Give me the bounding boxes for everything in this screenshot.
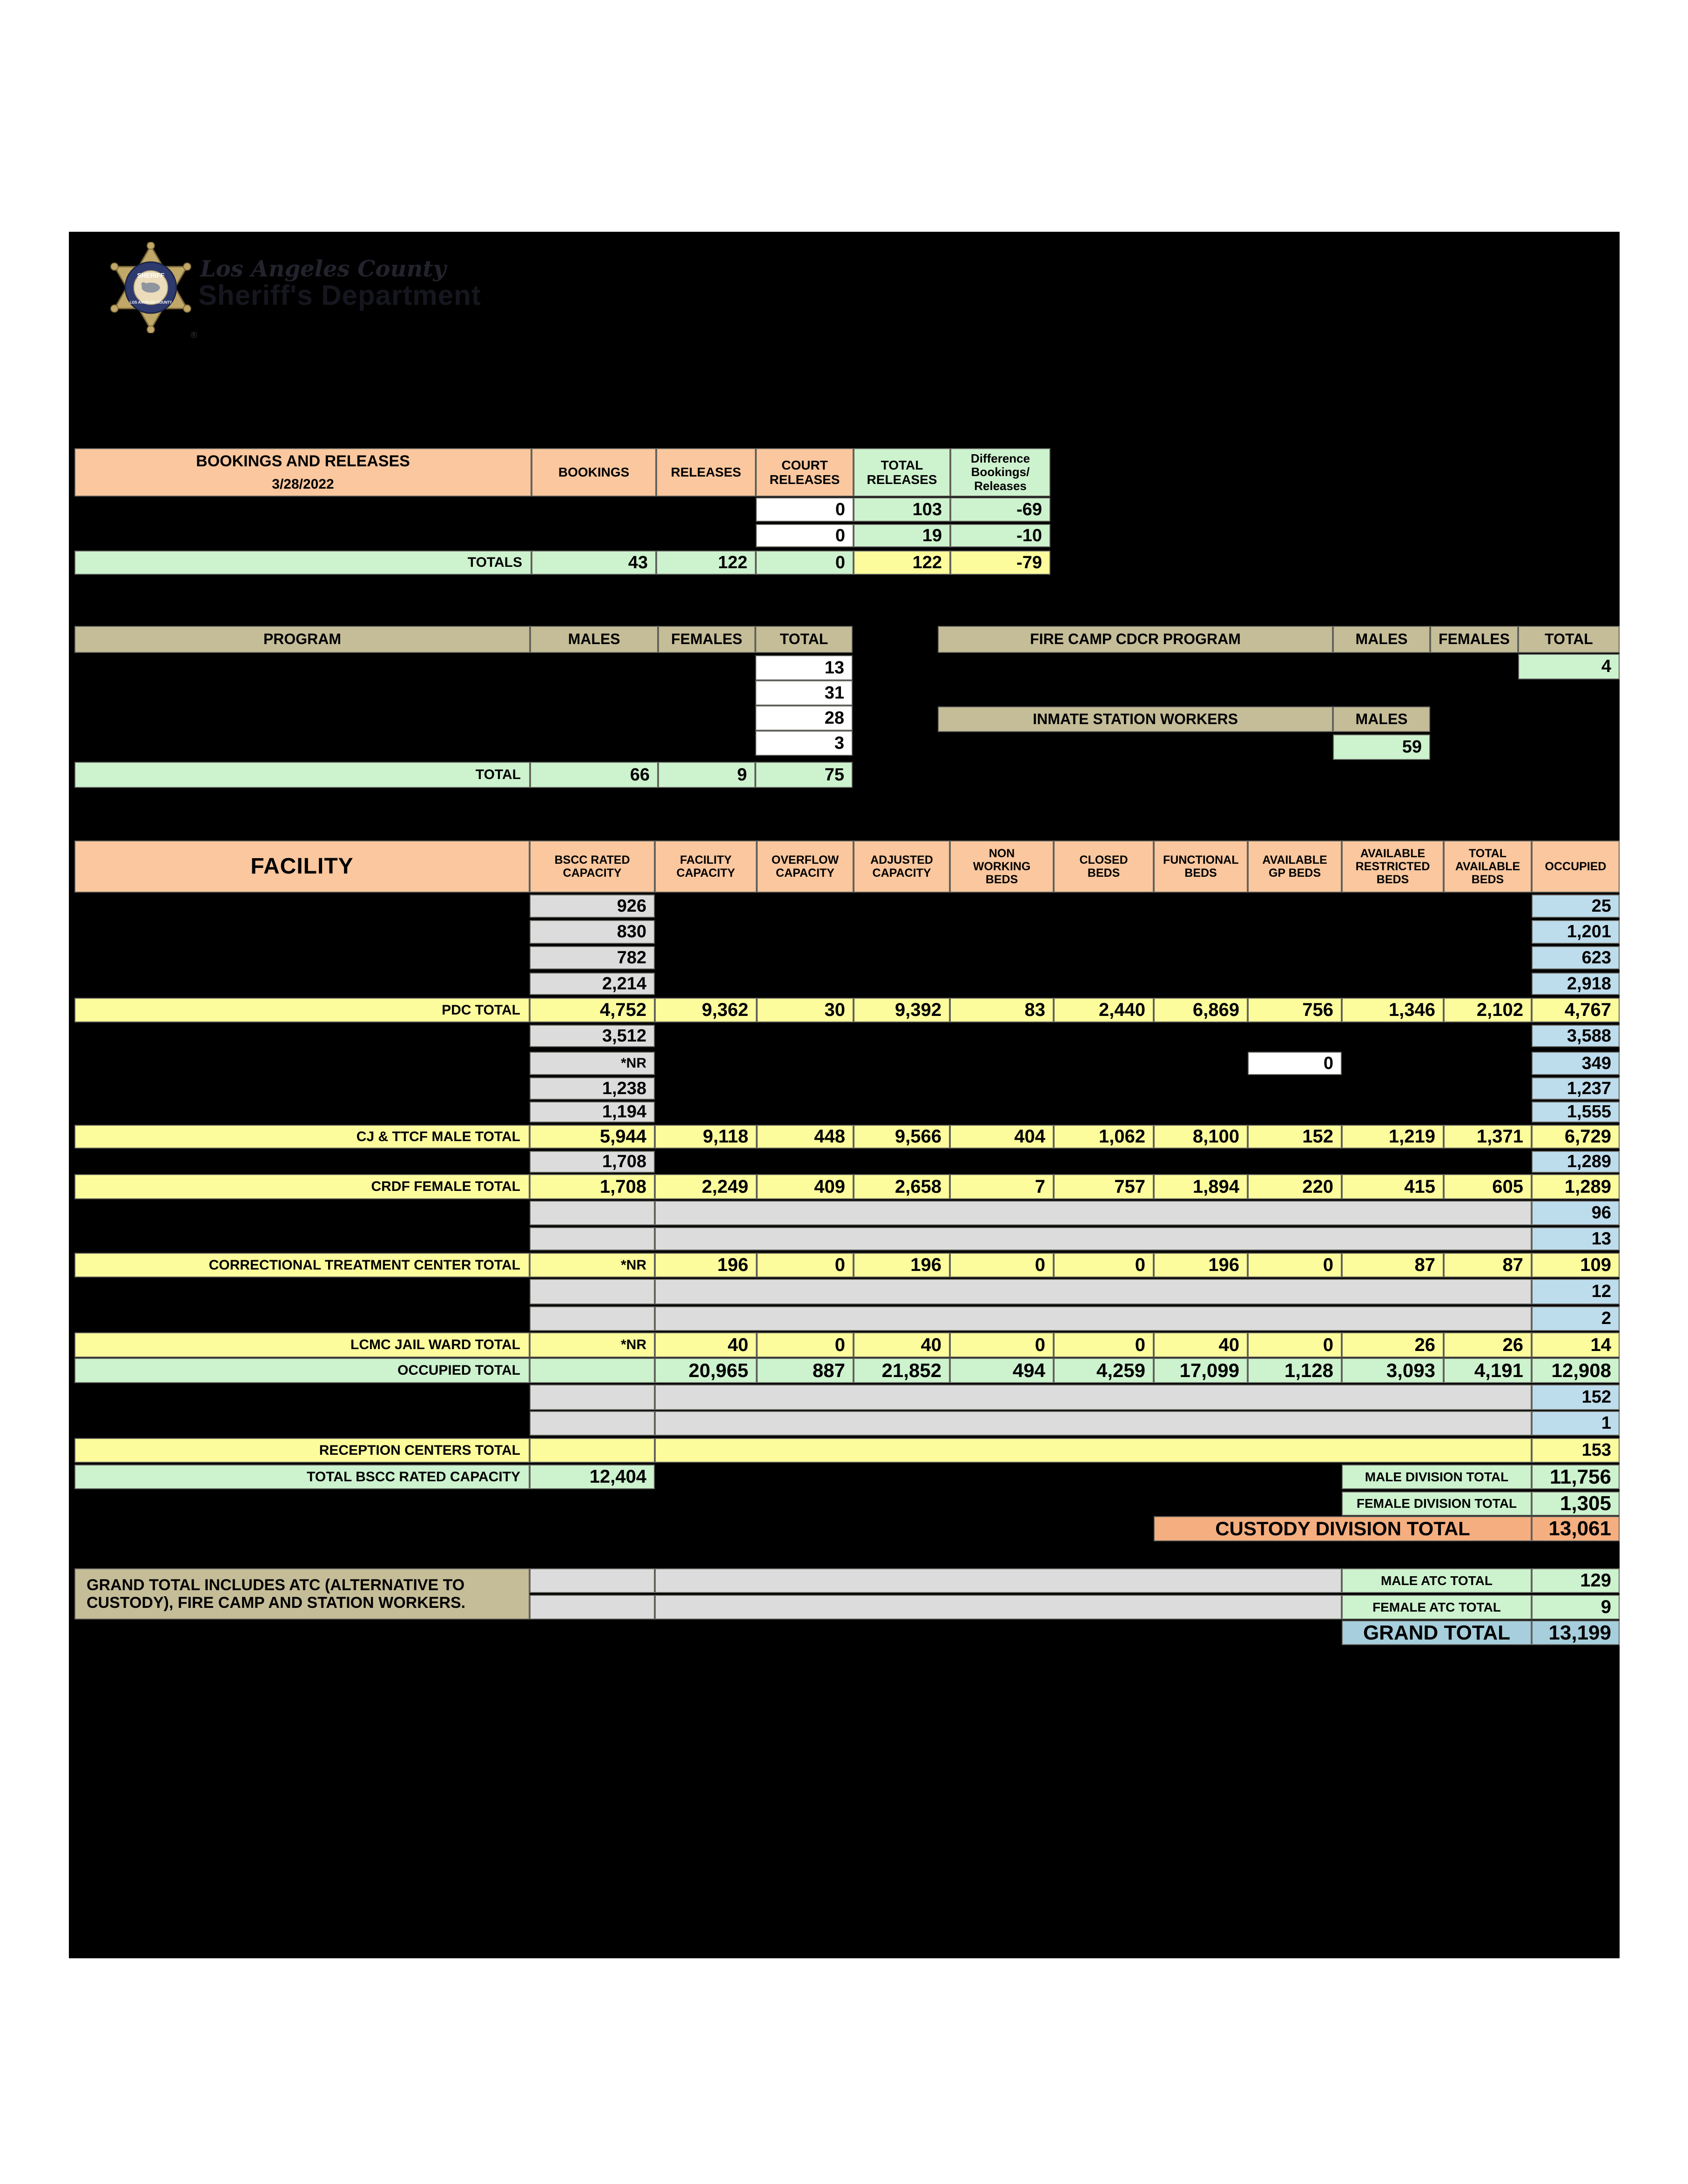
total-value: 9,362 bbox=[655, 998, 757, 1022]
occupied-value: 25 bbox=[1532, 894, 1620, 918]
female-division-value: 1,305 bbox=[1532, 1492, 1620, 1516]
grand-total-label: GRAND TOTAL bbox=[1342, 1620, 1532, 1645]
occupied-value: 3,588 bbox=[1532, 1025, 1620, 1047]
total-value: 1,219 bbox=[1342, 1125, 1444, 1149]
total-value: 6,869 bbox=[1154, 998, 1248, 1022]
program-total-label: TOTAL bbox=[74, 762, 530, 788]
facility-col-header: BSCC RATED CAPACITY bbox=[530, 840, 655, 893]
total-value: 2,440 bbox=[1054, 998, 1154, 1022]
total-value: 5,944 bbox=[530, 1125, 655, 1149]
total-value: 30 bbox=[757, 998, 854, 1022]
custody-division-value: 13,061 bbox=[1532, 1516, 1620, 1541]
available-gp-value: 0 bbox=[1248, 1052, 1342, 1075]
total-value: 0 bbox=[950, 1253, 1054, 1277]
report-page bbox=[69, 232, 1620, 1958]
gray-band bbox=[655, 1411, 1532, 1436]
occupied-total-value: 17,099 bbox=[1154, 1358, 1248, 1383]
occupied-total-value: 4,259 bbox=[1054, 1358, 1154, 1383]
court-releases-value: 0 bbox=[756, 524, 854, 547]
occupied-value: 2,918 bbox=[1532, 973, 1620, 995]
occupied-value: 12 bbox=[1532, 1279, 1620, 1304]
total-value: 40 bbox=[1154, 1332, 1248, 1357]
bscc-capacity-empty bbox=[530, 1384, 655, 1410]
occupied-total-value: 4,191 bbox=[1444, 1358, 1532, 1383]
bscc-capacity: 782 bbox=[530, 946, 655, 969]
program-total-females: 9 bbox=[658, 762, 755, 788]
total-releases-value: 19 bbox=[854, 524, 950, 547]
facility-total-label: CRDF FEMALE TOTAL bbox=[74, 1174, 530, 1199]
totals-bookings: 43 bbox=[531, 551, 656, 575]
facility-total-label: PDC TOTAL bbox=[74, 998, 530, 1022]
facility-col-header: FUNCTIONAL BEDS bbox=[1154, 840, 1248, 893]
occupied-value: 96 bbox=[1532, 1201, 1620, 1225]
total-value: 8,100 bbox=[1154, 1125, 1248, 1149]
facility-col-header: AVAILABLE RESTRICTED BEDS bbox=[1342, 840, 1444, 893]
total-value: 409 bbox=[757, 1174, 854, 1199]
station-workers-males: 59 bbox=[1333, 734, 1430, 760]
total-value: 0 bbox=[1248, 1332, 1342, 1357]
total-releases-value: 103 bbox=[854, 497, 950, 522]
facility-total-label: CJ & TTCF MALE TOTAL bbox=[74, 1125, 530, 1149]
total-value: 196 bbox=[1154, 1253, 1248, 1277]
bookings-title: BOOKINGS AND RELEASES bbox=[196, 452, 410, 470]
totals-difference: -79 bbox=[950, 551, 1050, 575]
program-total-males: 66 bbox=[530, 762, 658, 788]
total-value: 83 bbox=[950, 998, 1054, 1022]
total-value: 0 bbox=[1054, 1253, 1154, 1277]
bscc-capacity: *NR bbox=[530, 1052, 655, 1075]
col-total-releases: TOTAL RELEASES bbox=[854, 448, 950, 497]
program-title: PROGRAM bbox=[74, 626, 530, 653]
grand-total-note bbox=[74, 1568, 530, 1620]
bscc-total-label: TOTAL BSCC RATED CAPACITY bbox=[74, 1465, 530, 1489]
program-row-total: 31 bbox=[755, 680, 853, 706]
firecamp-col-males: MALES bbox=[1333, 626, 1430, 653]
male-atc-value: 129 bbox=[1532, 1568, 1620, 1593]
totals-court: 0 bbox=[756, 551, 854, 575]
occupied-total-value: 20,965 bbox=[655, 1358, 757, 1383]
male-division-value: 11,756 bbox=[1532, 1465, 1620, 1489]
total-value: 196 bbox=[854, 1253, 950, 1277]
grand-total-note-line1: GRAND TOTAL INCLUDES ATC (ALTERNATIVE TO bbox=[87, 1576, 465, 1594]
grand-total-note-line2: CUSTODY), FIRE CAMP AND STATION WORKERS. bbox=[87, 1594, 466, 1612]
occupied-value: 1 bbox=[1532, 1411, 1620, 1436]
total-value: 0 bbox=[950, 1332, 1054, 1357]
total-value: 2,249 bbox=[655, 1174, 757, 1199]
program-row-total: 28 bbox=[755, 706, 853, 731]
occupied-value: 2 bbox=[1532, 1306, 1620, 1331]
facility-col-header: FACILITY CAPACITY bbox=[655, 840, 757, 893]
gray-band bbox=[655, 1279, 1532, 1304]
totals-total-releases: 122 bbox=[854, 551, 950, 575]
male-atc-label: MALE ATC TOTAL bbox=[1342, 1568, 1532, 1593]
total-value: 404 bbox=[950, 1125, 1054, 1149]
total-value: 448 bbox=[757, 1125, 854, 1149]
bookings-date: 3/28/2022 bbox=[272, 477, 334, 492]
total-value: *NR bbox=[530, 1332, 655, 1357]
bscc-capacity-empty bbox=[530, 1201, 655, 1225]
custody-division-label: CUSTODY DIVISION TOTAL bbox=[1154, 1516, 1532, 1541]
total-value: 14 bbox=[1532, 1332, 1620, 1357]
program-col-females: FEMALES bbox=[658, 626, 755, 653]
totals-releases: 122 bbox=[656, 551, 756, 575]
total-value: 756 bbox=[1248, 998, 1342, 1022]
program-col-total: TOTAL bbox=[755, 626, 853, 653]
bscc-capacity: 1,194 bbox=[530, 1102, 655, 1122]
yellow-band bbox=[655, 1438, 1532, 1463]
total-value: 152 bbox=[1248, 1125, 1342, 1149]
female-division-label: FEMALE DIVISION TOTAL bbox=[1342, 1492, 1532, 1516]
occupied-total-value: 887 bbox=[757, 1358, 854, 1383]
occupied-value: 152 bbox=[1532, 1384, 1620, 1410]
total-value: 87 bbox=[1444, 1253, 1532, 1277]
badge-bottom-text: LOS ANGELES COUNTY bbox=[129, 300, 172, 305]
total-value: *NR bbox=[530, 1253, 655, 1277]
bscc-capacity-empty bbox=[530, 1279, 655, 1304]
lasd-badge-icon bbox=[105, 242, 196, 333]
total-value: 220 bbox=[1248, 1174, 1342, 1199]
total-value: 196 bbox=[655, 1253, 757, 1277]
department-title: Sheriff's Department bbox=[198, 280, 481, 311]
program-total-total: 75 bbox=[755, 762, 853, 788]
occupied-value: 1,237 bbox=[1532, 1077, 1620, 1100]
occupied-value: 13 bbox=[1532, 1227, 1620, 1250]
firecamp-total: 4 bbox=[1518, 654, 1620, 679]
station-workers-col-males: MALES bbox=[1333, 706, 1430, 732]
total-value: 2,102 bbox=[1444, 998, 1532, 1022]
total-value: 40 bbox=[655, 1332, 757, 1357]
occupied-value: 1,201 bbox=[1532, 920, 1620, 944]
total-value: 0 bbox=[757, 1253, 854, 1277]
occupied-value: 349 bbox=[1532, 1052, 1620, 1075]
total-value: 0 bbox=[1054, 1332, 1154, 1357]
bscc-capacity-empty bbox=[530, 1227, 655, 1250]
occupied-total-value: 494 bbox=[950, 1358, 1054, 1383]
total-value: 0 bbox=[757, 1332, 854, 1357]
gray-band bbox=[655, 1201, 1532, 1225]
bscc-capacity: 926 bbox=[530, 894, 655, 918]
reception-empty bbox=[530, 1438, 655, 1463]
bscc-capacity-empty bbox=[530, 1568, 655, 1593]
gray-band bbox=[655, 1568, 1342, 1593]
program-row-total: 3 bbox=[755, 731, 853, 756]
program-row-total: 13 bbox=[755, 655, 853, 680]
bscc-capacity: 3,512 bbox=[530, 1025, 655, 1047]
facility-col-header: CLOSED BEDS bbox=[1054, 840, 1154, 893]
facility-col-header: TOTAL AVAILABLE BEDS bbox=[1444, 840, 1532, 893]
bscc-capacity: 1,708 bbox=[530, 1151, 655, 1173]
firecamp-col-total: TOTAL bbox=[1518, 626, 1620, 653]
gray-band bbox=[655, 1384, 1532, 1410]
occupied-total-value: 1,128 bbox=[1248, 1358, 1342, 1383]
bscc-capacity-empty bbox=[530, 1306, 655, 1331]
registered-mark: ® bbox=[191, 330, 197, 340]
total-value: 9,566 bbox=[854, 1125, 950, 1149]
firecamp-title: FIRE CAMP CDCR PROGRAM bbox=[938, 626, 1333, 653]
col-bookings: BOOKINGS bbox=[531, 448, 656, 497]
female-atc-label: FEMALE ATC TOTAL bbox=[1342, 1595, 1532, 1620]
total-value: 87 bbox=[1342, 1253, 1444, 1277]
bscc-total-value: 12,404 bbox=[530, 1465, 655, 1489]
occupied-value: 623 bbox=[1532, 946, 1620, 969]
bookings-totals-label: TOTALS bbox=[74, 551, 531, 575]
total-value: 7 bbox=[950, 1174, 1054, 1199]
total-value: 1,708 bbox=[530, 1174, 655, 1199]
occupied-value: 1,555 bbox=[1532, 1102, 1620, 1122]
firecamp-col-females: FEMALES bbox=[1430, 626, 1518, 653]
facility-col-header: OVERFLOW CAPACITY bbox=[757, 840, 854, 893]
total-value: 4,767 bbox=[1532, 998, 1620, 1022]
bscc-capacity: 2,214 bbox=[530, 973, 655, 995]
total-value: 415 bbox=[1342, 1174, 1444, 1199]
col-difference: Difference Bookings/ Releases bbox=[950, 448, 1050, 497]
total-value: 109 bbox=[1532, 1253, 1620, 1277]
total-value: 2,658 bbox=[854, 1174, 950, 1199]
total-value: 40 bbox=[854, 1332, 950, 1357]
total-value: 6,729 bbox=[1532, 1125, 1620, 1149]
facility-col-header: AVAILABLE GP BEDS bbox=[1248, 840, 1342, 893]
facility-total-label: CORRECTIONAL TREATMENT CENTER TOTAL bbox=[74, 1253, 530, 1277]
total-value: 605 bbox=[1444, 1174, 1532, 1199]
gray-band bbox=[655, 1595, 1342, 1620]
facility-total-label: LCMC JAIL WARD TOTAL bbox=[74, 1332, 530, 1357]
grand-total-value: 13,199 bbox=[1532, 1620, 1620, 1645]
bscc-capacity: 1,238 bbox=[530, 1077, 655, 1100]
total-value: 9,392 bbox=[854, 998, 950, 1022]
occupied-total-value: 21,852 bbox=[854, 1358, 950, 1383]
total-value: 4,752 bbox=[530, 998, 655, 1022]
col-court-releases: COURT RELEASES bbox=[756, 448, 854, 497]
col-releases: RELEASES bbox=[656, 448, 756, 497]
bscc-capacity-empty bbox=[530, 1411, 655, 1436]
facility-col-header: ADJUSTED CAPACITY bbox=[854, 840, 950, 893]
total-value: 757 bbox=[1054, 1174, 1154, 1199]
female-atc-value: 9 bbox=[1532, 1595, 1620, 1620]
total-value: 0 bbox=[1248, 1253, 1342, 1277]
facility-col-header: NON WORKING BEDS bbox=[950, 840, 1054, 893]
facility-title: FACILITY bbox=[74, 840, 530, 893]
total-value: 26 bbox=[1444, 1332, 1532, 1357]
occupied-total-label: OCCUPIED TOTAL bbox=[74, 1358, 530, 1383]
total-value: 1,371 bbox=[1444, 1125, 1532, 1149]
occupied-value: 1,289 bbox=[1532, 1151, 1620, 1173]
bscc-capacity: 830 bbox=[530, 920, 655, 944]
bscc-capacity-empty bbox=[530, 1595, 655, 1620]
difference-value: -10 bbox=[950, 524, 1050, 547]
total-value: 1,289 bbox=[1532, 1174, 1620, 1199]
male-division-label: MALE DIVISION TOTAL bbox=[1342, 1465, 1532, 1489]
occupied-value: 153 bbox=[1532, 1438, 1620, 1463]
total-value: 1,894 bbox=[1154, 1174, 1248, 1199]
occupied-total-value: 3,093 bbox=[1342, 1358, 1444, 1383]
total-value: 26 bbox=[1342, 1332, 1444, 1357]
occupied-total-value: 12,908 bbox=[1532, 1358, 1620, 1383]
court-releases-value: 0 bbox=[756, 497, 854, 522]
occupied-total-empty bbox=[530, 1358, 655, 1383]
gray-band bbox=[655, 1306, 1532, 1331]
program-col-males: MALES bbox=[530, 626, 658, 653]
facility-col-header: OCCUPIED bbox=[1532, 840, 1620, 893]
total-value: 1,346 bbox=[1342, 998, 1444, 1022]
station-workers-title: INMATE STATION WORKERS bbox=[938, 706, 1333, 732]
bookings-header-title-cell bbox=[74, 448, 531, 497]
total-value: 9,118 bbox=[655, 1125, 757, 1149]
difference-value: -69 bbox=[950, 497, 1050, 522]
facility-total-label: RECEPTION CENTERS TOTAL bbox=[74, 1438, 530, 1463]
county-title: Los Angeles County bbox=[200, 256, 446, 282]
badge-top-text: SHERIFF bbox=[137, 272, 165, 279]
gray-band bbox=[655, 1227, 1532, 1250]
total-value: 1,062 bbox=[1054, 1125, 1154, 1149]
